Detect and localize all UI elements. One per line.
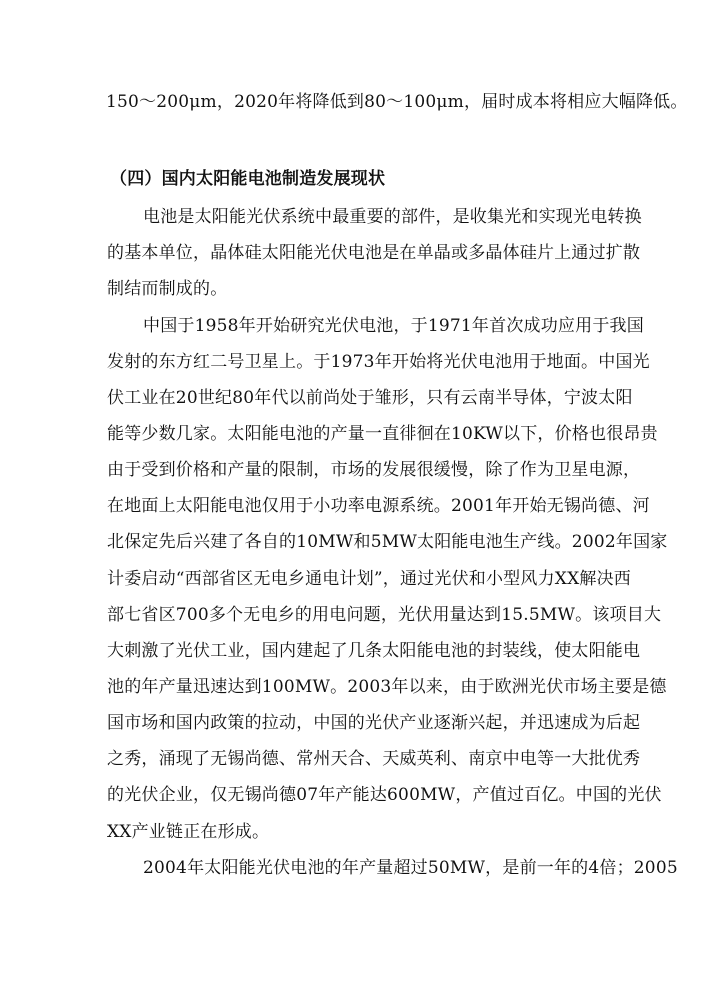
paragraph-line: 部七省区700多个无电乡的用电问题，光伏用量达到15.5MW。该项目大 — [107, 605, 662, 625]
paragraph-line: 的基本单位，晶体硅太阳能光伏电池是在单晶或多晶体硅片上通过扩散 — [107, 243, 641, 263]
section-heading: （四）国内太阳能电池制造发展现状 — [110, 169, 386, 189]
paragraph-line: 由于受到价格和产量的限制，市场的发展很缓慢，除了作为卫星电源， — [107, 460, 641, 480]
paragraph-line: 的光伏企业，仅无锡尚德07年产能达600MW，产值过百亿。中国的光伏 — [107, 785, 662, 805]
paragraph-line: 在地面上太阳能电池仅用于小功率电源系统。2001年开始无锡尚德、河 — [107, 496, 650, 516]
paragraph-line: 制结而制成的。 — [107, 279, 228, 299]
paragraph-line: XX产业链正在形成。 — [107, 822, 270, 842]
paragraph-line: 北保定先后兴建了各自的10MW和5MW太阳能电池生产线。2002年国家 — [107, 532, 668, 552]
paragraph-line: 中国于1958年开始研究光伏电池，于1971年首次成功应用于我国 — [143, 316, 644, 336]
paragraph-line: 国市场和国内政策的拉动，中国的光伏产业逐渐兴起，并迅速成为后起 — [107, 713, 641, 733]
paragraph-line: 150～200μm，2020年将降低到80～100μm，届时成本将相应大幅降低。 — [106, 92, 688, 112]
paragraph-line: 2004年太阳能光伏电池的年产量超过50MW，是前一年的4倍；2005 — [143, 858, 678, 878]
paragraph-line: 电池是太阳能光伏系统中最重要的部件，是收集光和实现光电转换 — [143, 207, 642, 227]
paragraph-line: 伏工业在20世纪80年代以前尚处于雏形，只有云南半导体，宁波太阳 — [107, 388, 633, 408]
paragraph-line: 之秀，涌现了无锡尚德、常州天合、天威英利、南京中电等一大批优秀 — [107, 749, 641, 769]
paragraph-line: 池的年产量迅速达到100MW。2003年以来，由于欧洲光伏市场主要是德 — [107, 677, 667, 697]
paragraph-line: 发射的东方红二号卫星上。于1973年开始将光伏电池用于地面。中国光 — [107, 352, 650, 372]
paragraph-line: 计委启动“西部省区无电乡通电计划”，通过光伏和小型风力XX解决西 — [107, 569, 631, 589]
paragraph-line: 大刺激了光伏工业，国内建起了几条太阳能电池的封装线，使太阳能电 — [107, 641, 641, 661]
paragraph-line: 能等少数几家。太阳能电池的产量一直徘徊在10KW以下，价格也很昂贵 — [107, 424, 658, 444]
